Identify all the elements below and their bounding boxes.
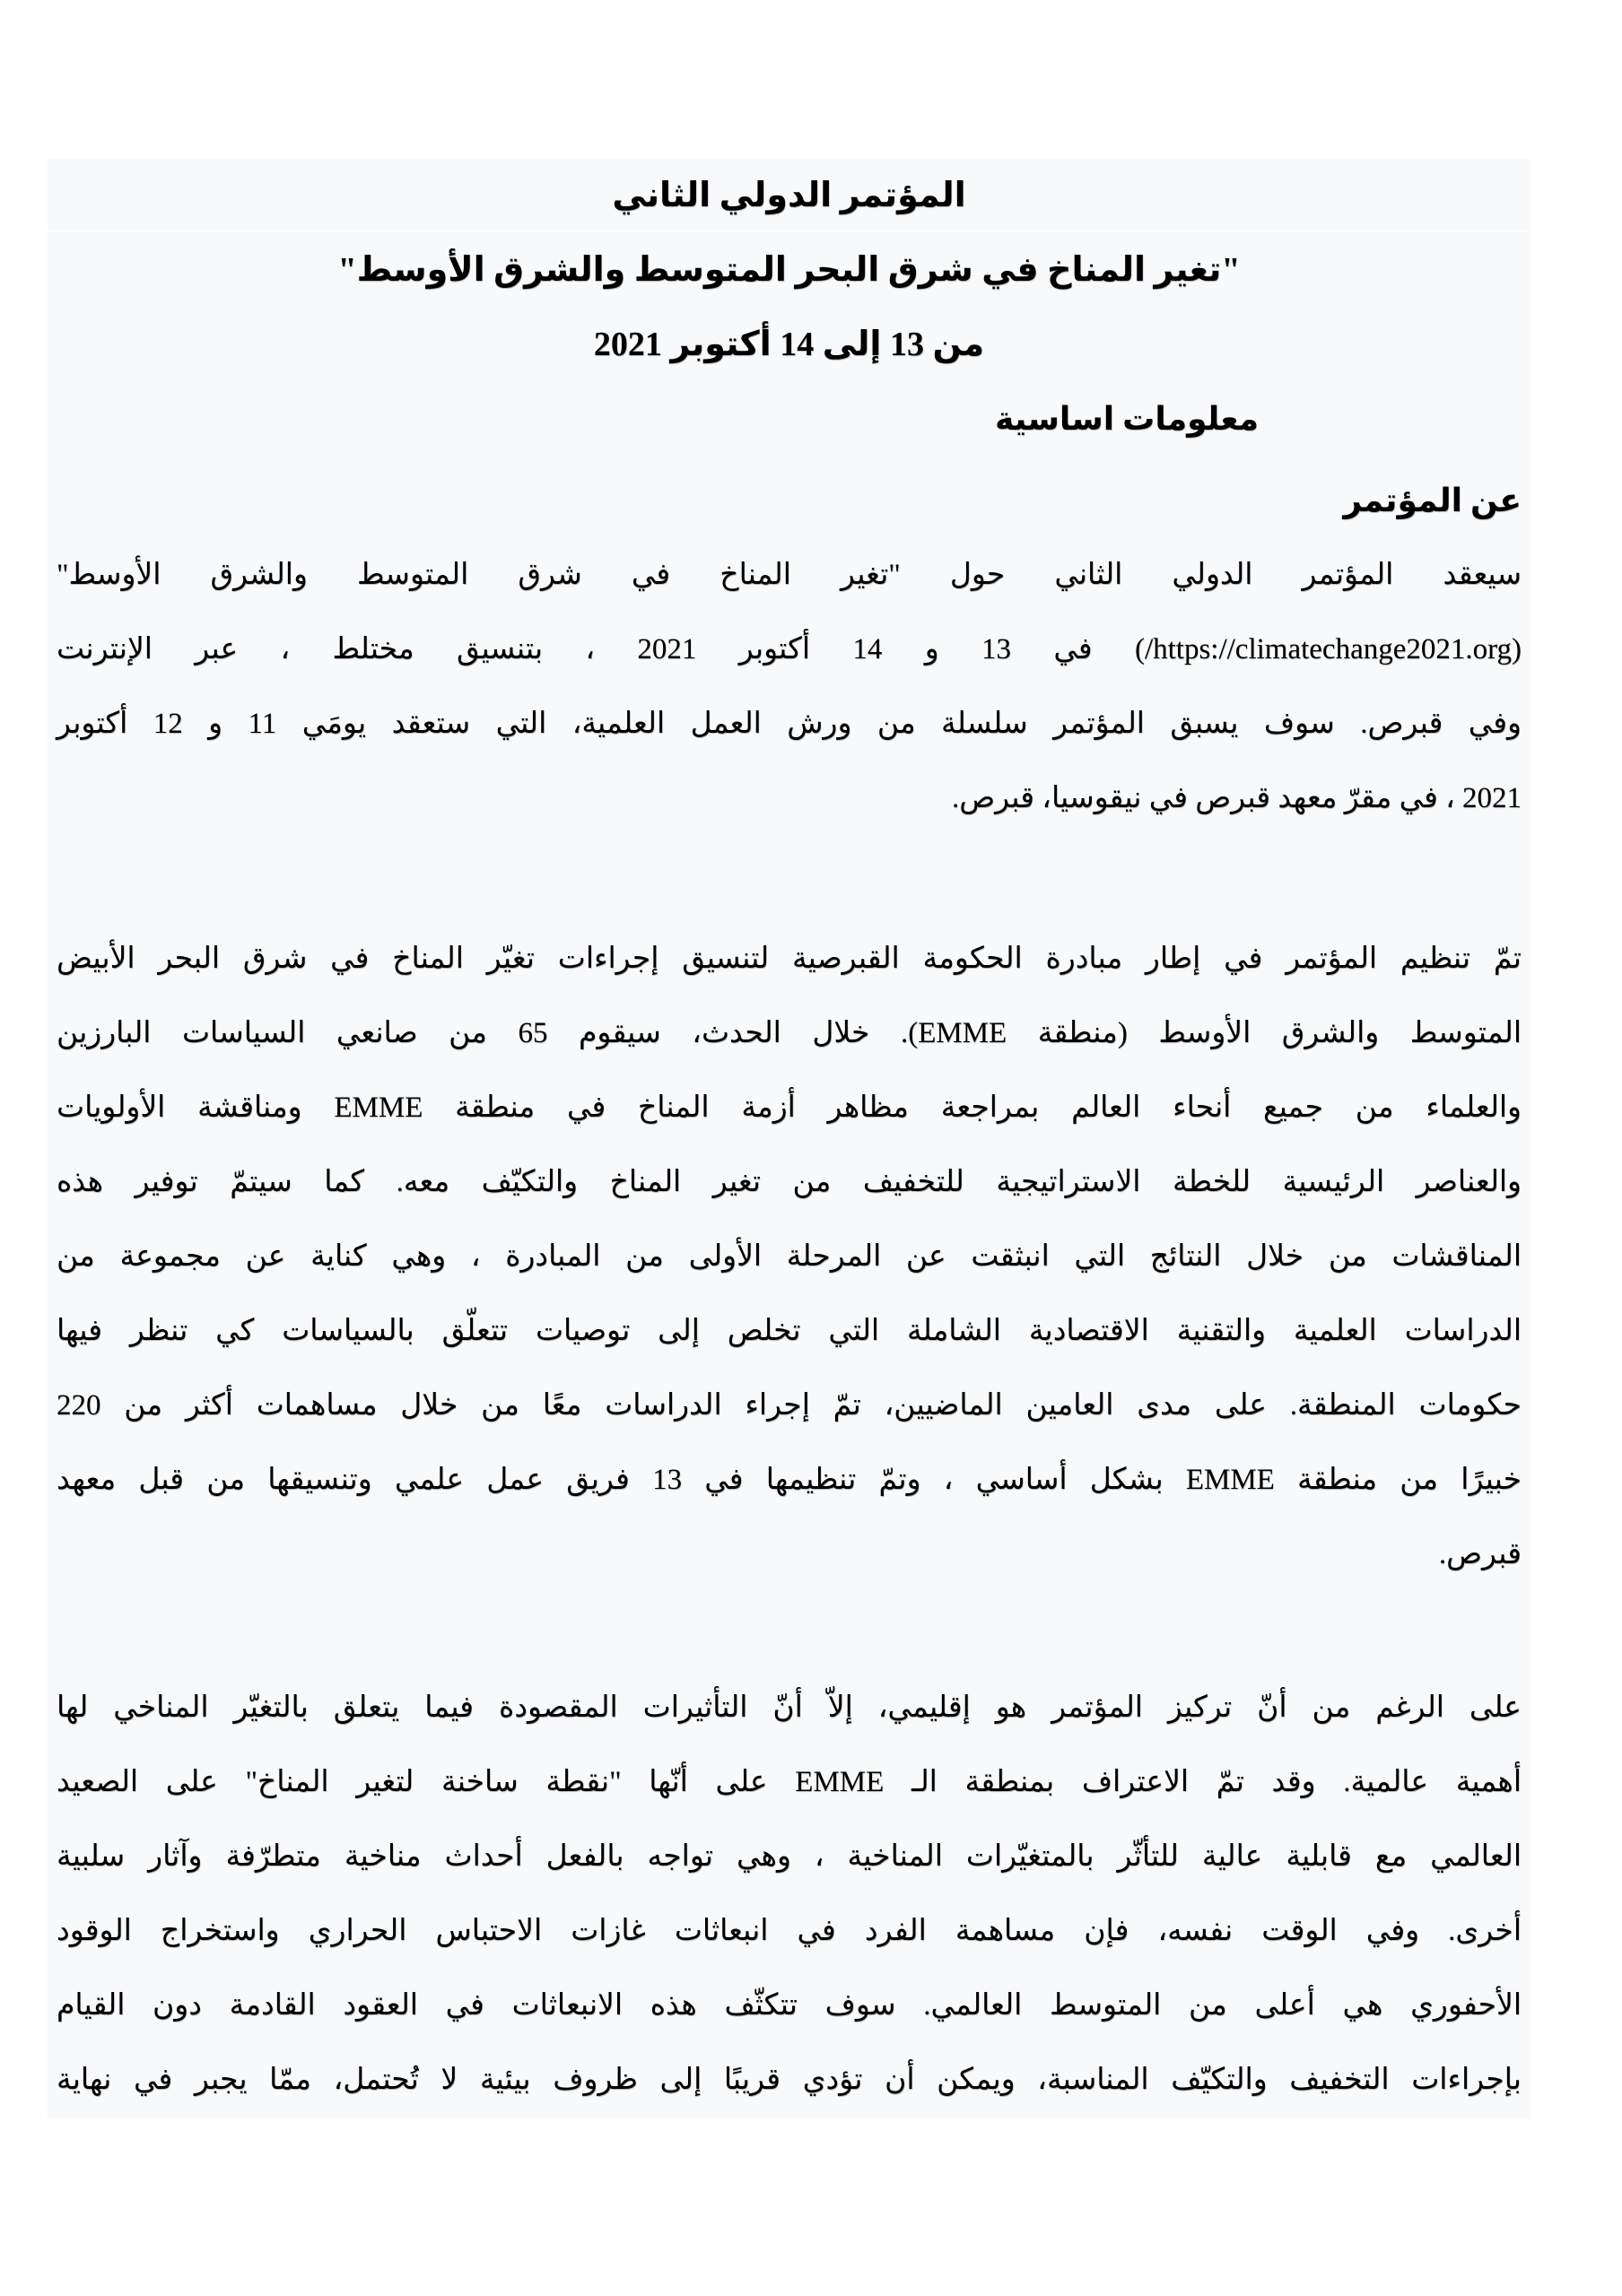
text-line: الأحفوري هي أعلى من المتوسط العالمي. سوف تتكثّف هذه الانبعاثات في العقود القادمة دون القيام (57, 1989, 1522, 2022)
title-block (57, 159, 1522, 382)
text-line: والعناصر الرئيسية للخطة الاستراتيجية للتخفيف من تغير المناخ والتكيّف معه. كما سيتمّ توفير هذه (57, 1166, 1522, 1198)
document-subtitle: معلومات اساسية (994, 401, 1259, 437)
document-page (48, 159, 1530, 2119)
image-seam (48, 230, 1530, 232)
title-line: من 13 إلى 14 أكتوبر 2021 (593, 326, 985, 363)
paragraph-regional-global-impact (57, 1671, 1522, 2118)
title-line: "تغير المناخ في شرق البحر المتوسط والشرق الأوسط" (337, 251, 1241, 289)
text-line: أخرى. وفي الوقت نفسه، فإن مساهمة الفرد في انبعاثات غازات الاحتباس الحراري واستخراج الوقود (57, 1915, 1522, 1947)
body-block (57, 538, 1522, 2118)
text-line: المناقشات من خلال النتائج التي انبثقت عن المرحلة الأولى من المبادرة ، وهي كناية عن مجموعة من (57, 1240, 1522, 1273)
section-heading-about-conference: عن المؤتمر (1343, 483, 1522, 518)
text-line: العالمي مع قابلية عالية للتأثّر بالمتغيّرات المناخية ، وهي تواجه بالفعل أحداث مناخية متطرّفة وآثار سلبية (57, 1840, 1522, 1873)
text-line: أهمية عالمية. وقد تمّ الاعتراف بمنطقة الـ EMME على أنّها "نقطة ساخنة لتغير المناخ" على الصعيد (57, 1766, 1522, 1798)
text-line: (https://climatechange2021.org/) في 13 و 14 أكتوبر 2021 ، بتنسيق مختلط ، عبر الإنترنت (57, 633, 1522, 665)
title-line: المؤتمر الدولي الثاني (612, 177, 966, 214)
text-line: الدراسات العلمية والتقنية الاقتصادية الشاملة التي تخلص إلى توصيات تتعلّق بالسياسات كي تنظر فيها (57, 1315, 1522, 1347)
text-line: بإجراءات التخفيف والتكيّف المناسبة، ويمكن أن تؤدي قريبًا إلى ظروف بيئية لا تُحتمل، ممّا يجبر في نهاية (57, 2064, 1522, 2096)
text-line: سيعقد المؤتمر الدولي الثاني حول "تغير المناخ في شرق المتوسط والشرق الأوسط" (57, 559, 1522, 591)
text-line: تمّ تنظيم المؤتمر في إطار مبادرة الحكومة القبرصية لتنسيق إجراءات تغيّر المناخ في شرق البحر الأبيض (57, 943, 1522, 975)
text-line: 2021 ، في مقرّ معهد قبرص في نيقوسيا، قبرص. (951, 782, 1522, 814)
text-line: حكومات المنطقة. على مدى العامين الماضيين، تمّ إجراء الدراسات معًا من خلال مساهمات أكثر من 220 (57, 1389, 1522, 1422)
text-line: خبيرًا من منطقة EMME بشكل أساسي ، وتمّ تنظيمها في 13 فريق عمل علمي وتنسيقها من قبل معهد (57, 1464, 1522, 1496)
paragraph-conference-overview (57, 538, 1522, 836)
text-line: وفي قبرص. سوف يسبق المؤتمر سلسلة من ورش العمل العلمية، التي ستعقد يومَي 11 و 12 أكتوبر (57, 708, 1522, 740)
text-line: المتوسط والشرق الأوسط (منطقة EMME). خلال الحدث، سيقوم 65 من صانعي السياسات البارزين (57, 1017, 1522, 1049)
text-line: والعلماء من جميع أنحاء العالم بمراجعة مظاهر أزمة المناخ في منطقة EMME ومناقشة الأولويات (57, 1091, 1522, 1124)
text-line: قبرص. (1438, 1538, 1522, 1570)
paragraph-initiative-background (57, 922, 1522, 1592)
text-line: على الرغم من أنّ تركيز المؤتمر هو إقليمي، إلاّ أنّ التأثيرات المقصودة فيما يتعلق بالتغيّر المناخي لها (57, 1692, 1522, 1724)
